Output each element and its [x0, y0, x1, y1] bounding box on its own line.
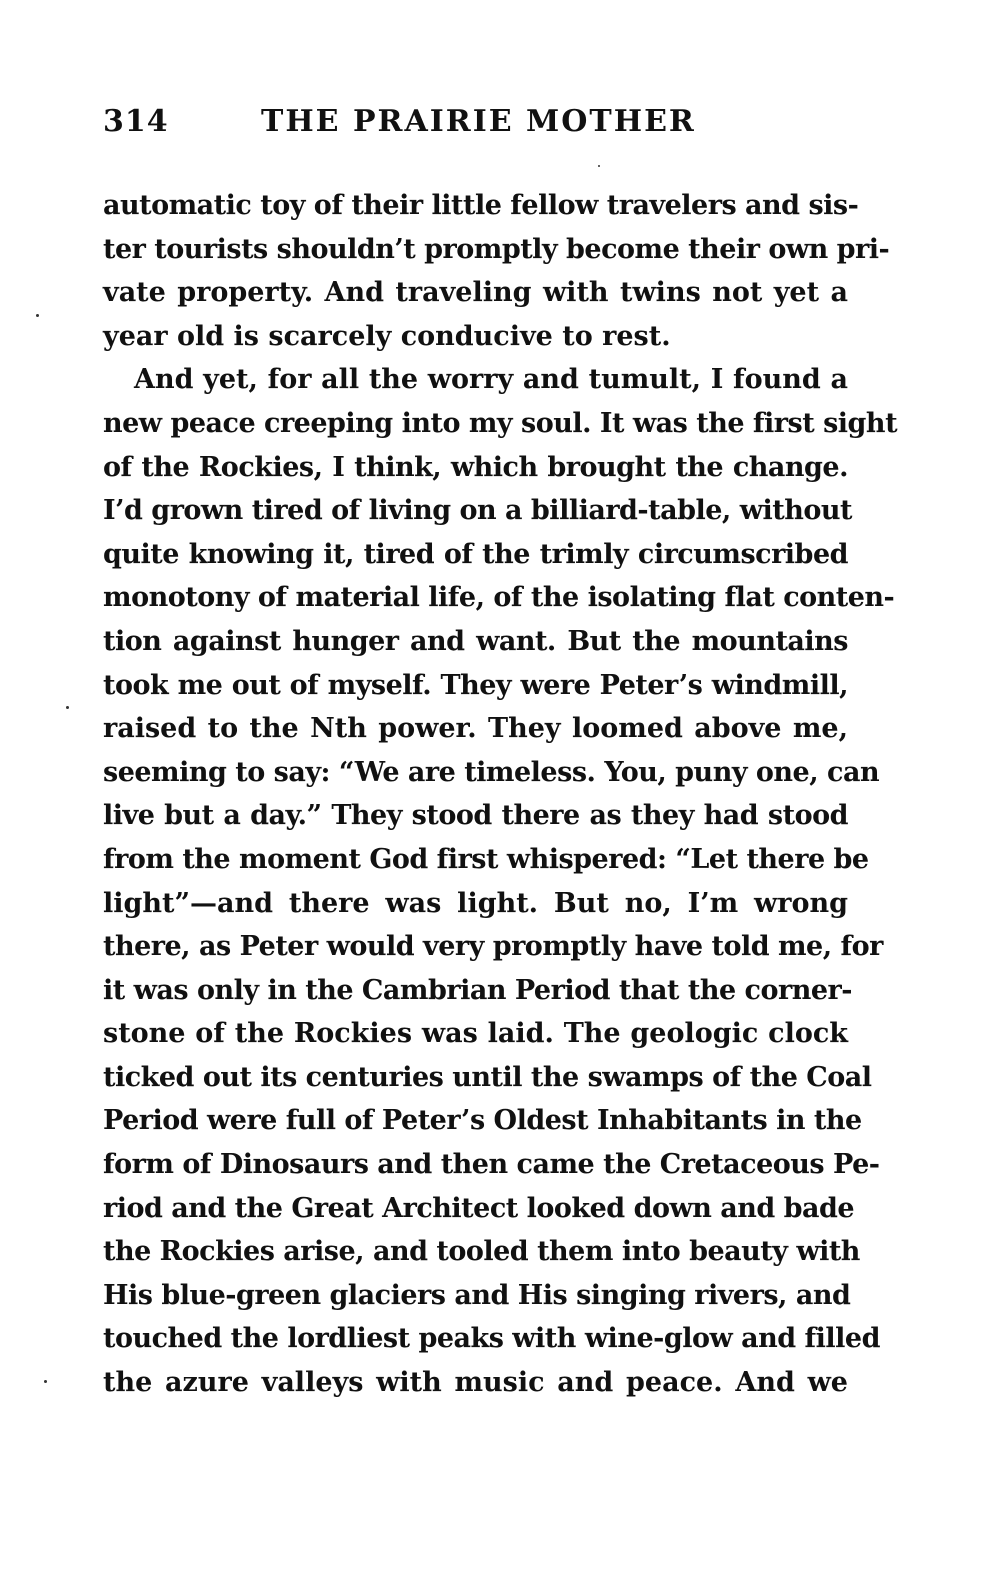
- text-line: raised to the Nth power. They loomed above me,: [103, 713, 848, 745]
- text-line: riod and the Great Architect looked down and bade: [103, 1192, 855, 1224]
- text-line: light”—and there was light. But no, I’m wrong: [103, 887, 848, 919]
- text-line: touched the lordliest peaks with wine-glow and filled: [103, 1323, 880, 1355]
- text-line: the azure valleys with music and peace. And we: [103, 1367, 848, 1399]
- text-line: seeming to say: “We are timeless. You, puny one, can: [103, 756, 880, 788]
- print-speck: [598, 165, 600, 167]
- text-line: there, as Peter would very promptly have told me, for: [103, 931, 883, 963]
- text-line: tion against hunger and want. But the mountains: [103, 625, 848, 657]
- running-title: THE PRAIRIE MOTHER: [261, 104, 696, 139]
- page-number: 314: [103, 104, 169, 139]
- text-line: And yet, for all the worry and tumult, I found a: [134, 364, 848, 396]
- text-line: I’d grown tired of living on a billiard-table, without: [103, 495, 852, 527]
- text-line: His blue-green glaciers and His singing rivers, and: [103, 1279, 851, 1311]
- text-line: year old is scarcely conducive to rest.: [103, 320, 671, 352]
- text-line: new peace creeping into my soul. It was the first sight: [103, 407, 898, 439]
- text-line: monotony of material life, of the isolating flat conten-: [103, 582, 895, 614]
- text-line: vate property. And traveling with twins not yet a: [103, 277, 848, 309]
- print-speck: [66, 706, 69, 709]
- text-line: stone of the Rockies was laid. The geologic clock: [103, 1018, 848, 1050]
- paragraph: [103, 184, 890, 358]
- text-line: of the Rockies, I think, which brought the change.: [103, 451, 848, 483]
- text-line: automatic toy of their little fellow travelers and sis-: [103, 190, 859, 221]
- text-line: form of Dinosaurs and then came the Cretaceous Pe-: [103, 1149, 880, 1181]
- text-line: ticked out its centuries until the swamps of the Coal: [103, 1061, 872, 1093]
- text-line: from the moment God first whispered: “Let there be: [103, 843, 869, 875]
- text-line: quite knowing it, tired of the trimly circumscribed: [103, 538, 848, 570]
- paragraph: [103, 358, 898, 1404]
- text-line: the Rockies arise, and tooled them into beauty with: [103, 1236, 860, 1268]
- text-line: took me out of myself. They were Peter’s windmill,: [103, 669, 848, 701]
- running-head: [103, 104, 848, 148]
- text-line: Period were full of Peter’s Oldest Inhabitants in the: [103, 1105, 862, 1137]
- print-speck: [36, 314, 39, 317]
- text-line: ter tourists shouldn’t promptly become their own pri-: [103, 233, 890, 265]
- print-speck: [44, 1380, 47, 1383]
- text-line: it was only in the Cambrian Period that the corner-: [103, 974, 852, 1006]
- body-text: [103, 184, 898, 1405]
- text-line: live but a day.” They stood there as they had stood: [103, 800, 848, 832]
